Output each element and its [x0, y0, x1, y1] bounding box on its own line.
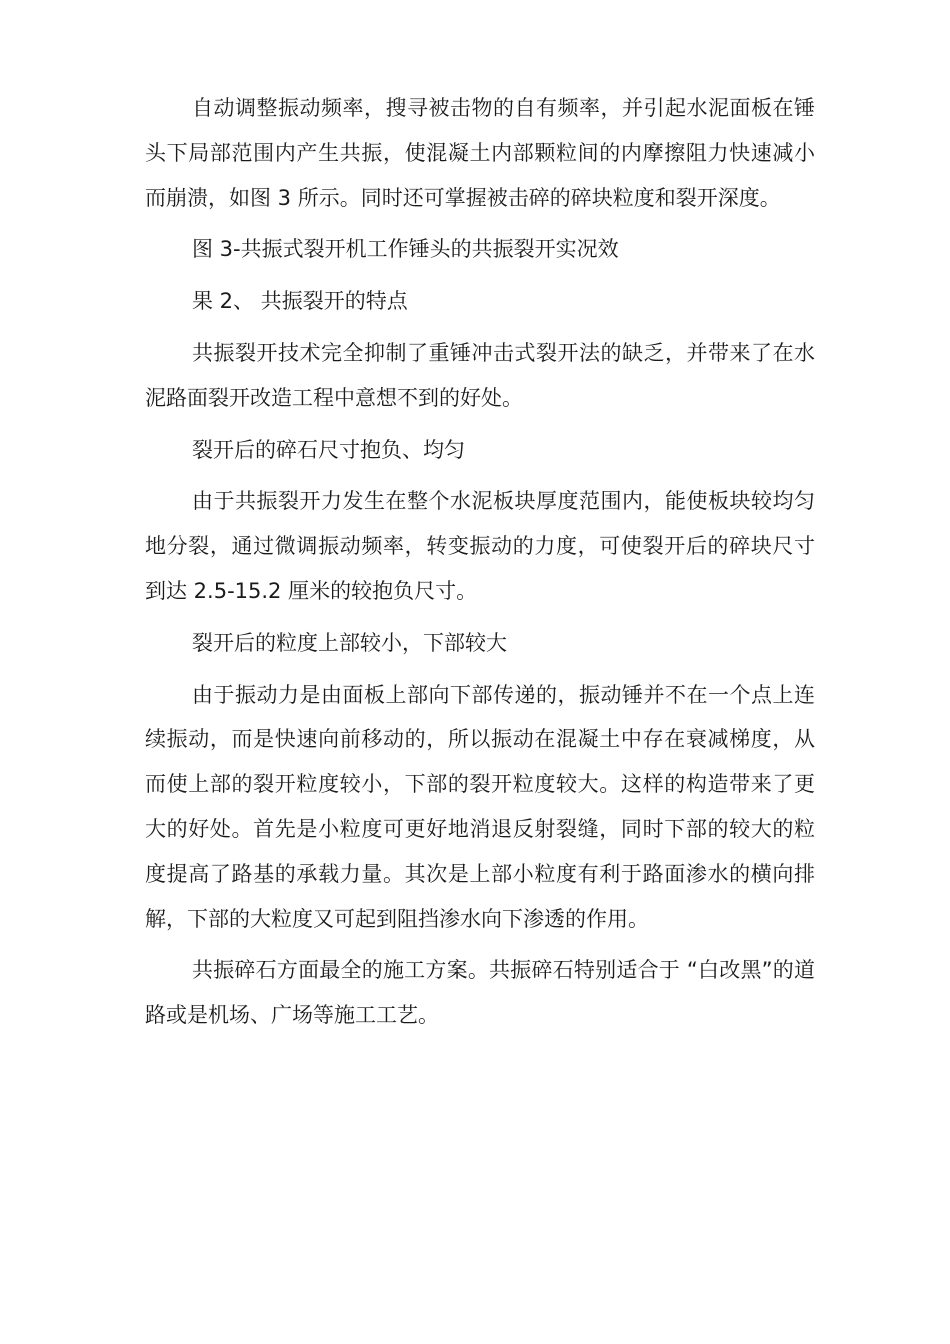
document-body: [145, 86, 815, 1045]
paragraph-resonance-mechanism: 自动调整振动频率，搜寻被击物的自有频率，并引起水泥面板在锤头下局部范围内产生共振，使混凝土内部颗粒间的内摩擦阻力快速减小而崩溃，如图 3 所示。同时还可掌握被击碎的碎块粒度和裂开深度。: [145, 96, 815, 210]
paragraph-gradation: 由于振动力是由面板上部向下部传递的，振动锤并不在一个点上连续振动，而是快速向前移动的，所以振动在混凝土中存在衰减梯度，从而使上部的裂开粒度较小，下部的裂开粒度较大。这样的构造带来了更大的好处。首先是小粒度可更好地消退反射裂缝，同时下部的较大的粒度提高了路基的承载力量。其次是上部小粒度有利于路面渗水的横向排解，下部的大粒度又可起到阻挡渗水向下渗透的作用。: [145, 682, 815, 931]
section-heading-features: 果 2、 共振裂开的特点: [192, 289, 408, 314]
paragraph-application: 共振碎石方面最全的施工方案。共振碎石特别适合于 “白改黑”的道路或是机场、广场等施工工艺。: [145, 958, 815, 1028]
paragraph-uniform-size: 由于共振裂开力发生在整个水泥板块厚度范围内，能使板块较均匀地分裂，通过微调振动频率，转变振动的力度，可使裂开后的碎块尺寸到达 2.5-15.2 厘米的较抱负尺寸。: [145, 489, 815, 603]
subheading-uniform-size: 裂开后的碎石尺寸抱负、均匀: [192, 437, 465, 462]
subheading-gradation: 裂开后的粒度上部较小，下部较大: [192, 630, 507, 655]
paragraph-advantages: 共振裂开技术完全抑制了重锤冲击式裂开法的缺乏，并带来了在水泥路面裂开改造工程中意想不到的好处。: [145, 340, 815, 410]
figure-caption: 图 3-共振式裂开机工作锤头的共振裂开实况效: [192, 237, 619, 262]
